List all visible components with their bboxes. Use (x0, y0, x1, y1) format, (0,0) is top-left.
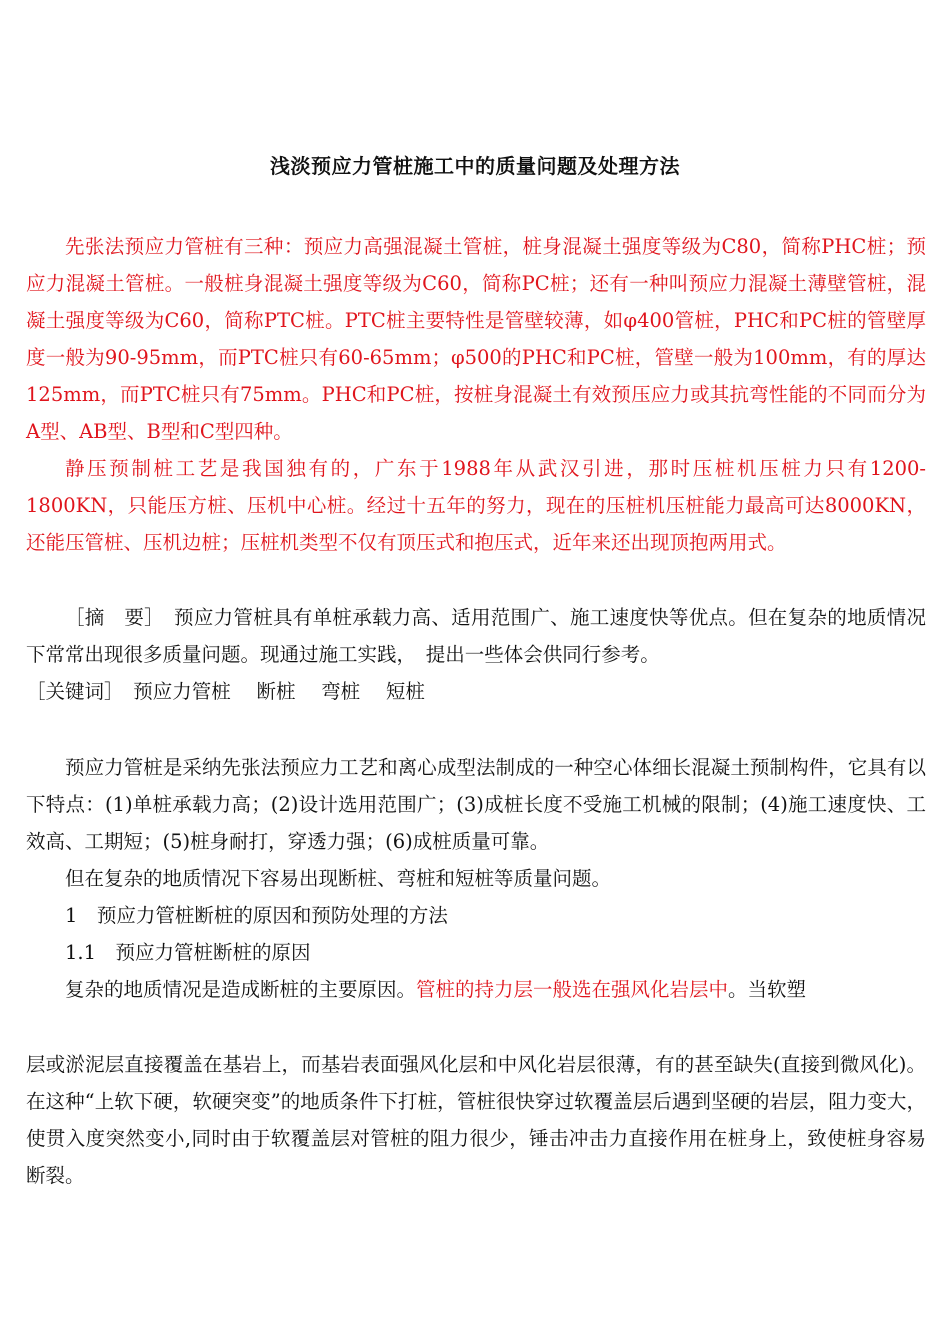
body-continuation (26, 1046, 926, 1194)
document-title: 浅淡预应力管桩施工中的质量问题及处理方法 (270, 154, 680, 178)
section-heading-1: 1 预应力管桩断桩的原因和预防处理的方法 (65, 904, 448, 927)
abstract-section (26, 599, 926, 710)
subsection-heading-1-1: 1.1 预应力管桩断桩的原因 (65, 941, 311, 964)
body-paragraph-2: 但在复杂的地质情况下容易出现断桩、弯桩和短桩等质量问题。 (65, 867, 612, 890)
body-paragraph-4: 层或淤泥层直接覆盖在基岩上，而基岩表面强风化层和中风化岩层很薄，有的甚至缺失(直接到微风化)。在这种“上软下硬，软硬突变”的地质条件下打桩，管桩很快穿过软覆盖层后遇到坚硬的岩层，阻力变大，使贯入度突然变小,同时由于软覆盖层对管桩的阻力很少，锤击冲击力直接作用在桩身上，致使桩身容易断裂。 (26, 1053, 926, 1187)
body-p3-end: 。当软塑 (728, 978, 807, 1001)
body-paragraph-1: 预应力管桩是采纳先张法预应力工艺和离心成型法制成的一种空心体细长混凝土预制构件，它具有以下特点：(1)单桩承载力高；(2)设计选用范围广；(3)成桩长度不受施工机械的限制；(4)施工速度快、工效高、工期短；(5)桩身耐打，穿透力强；(6)成桩质量可靠。 (26, 756, 926, 853)
abstract-paragraph (26, 599, 926, 673)
abstract-text: 预应力管桩具有单桩承载力高、适用范围广、施工速度快等优点。但在复杂的地质情况下常常出现很多质量问题。现通过施工实践， 提出一些体会供同行参考。 (26, 606, 926, 666)
body-p3-text: 复杂的地质情况是造成断桩的主要原因。 (65, 978, 417, 1001)
body-p3-highlight: 管桩的持力层一般选在强风化岩层中 (416, 978, 729, 1001)
body-section (26, 749, 926, 1008)
body-paragraph-3 (26, 971, 926, 1008)
keywords-text: 预应力管桩 断桩 弯桩 短桩 (113, 680, 425, 703)
keywords-label: ［关键词］ (26, 680, 114, 703)
intro-paragraph-2: 静压预制桩工艺是我国独有的，广东于1988年从武汉引进，那时压桩机压桩力只有1200-1800KN，只能压方桩、压机中心桩。经过十五年的努力，现在的压桩机压桩能力最高可达8000KN，还能压管桩、压机边桩；压桩机类型不仅有顶压式和抱压式，近年来还出现顶抱两用式。 (26, 457, 926, 554)
keywords-line (26, 673, 926, 710)
abstract-label: ［摘 要］ (65, 606, 155, 629)
intro-section (26, 228, 926, 561)
intro-paragraph-1: 先张法预应力管桩有三种：预应力高强混凝土管桩，桩身混凝土强度等级为C80，简称PHC桩；预应力混凝土管桩。一般桩身混凝土强度等级为C60，简称PC桩；还有一种叫预应力混凝土薄壁管桩，混凝土强度等级为C60，简称PTC桩。PTC桩主要特性是管壁较薄，如φ400管桩，PHC和PC桩的管壁厚度一般为90-95mm，而PTC桩只有60-65mm；φ500的PHC和PC桩，管壁一般为100mm，有的厚达125mm，而PTC桩只有75mm。PHC和PC桩，按桩身混凝土有效预压应力或其抗弯性能的不同而分为A型、AB型、B型和C型四种。 (26, 235, 926, 443)
